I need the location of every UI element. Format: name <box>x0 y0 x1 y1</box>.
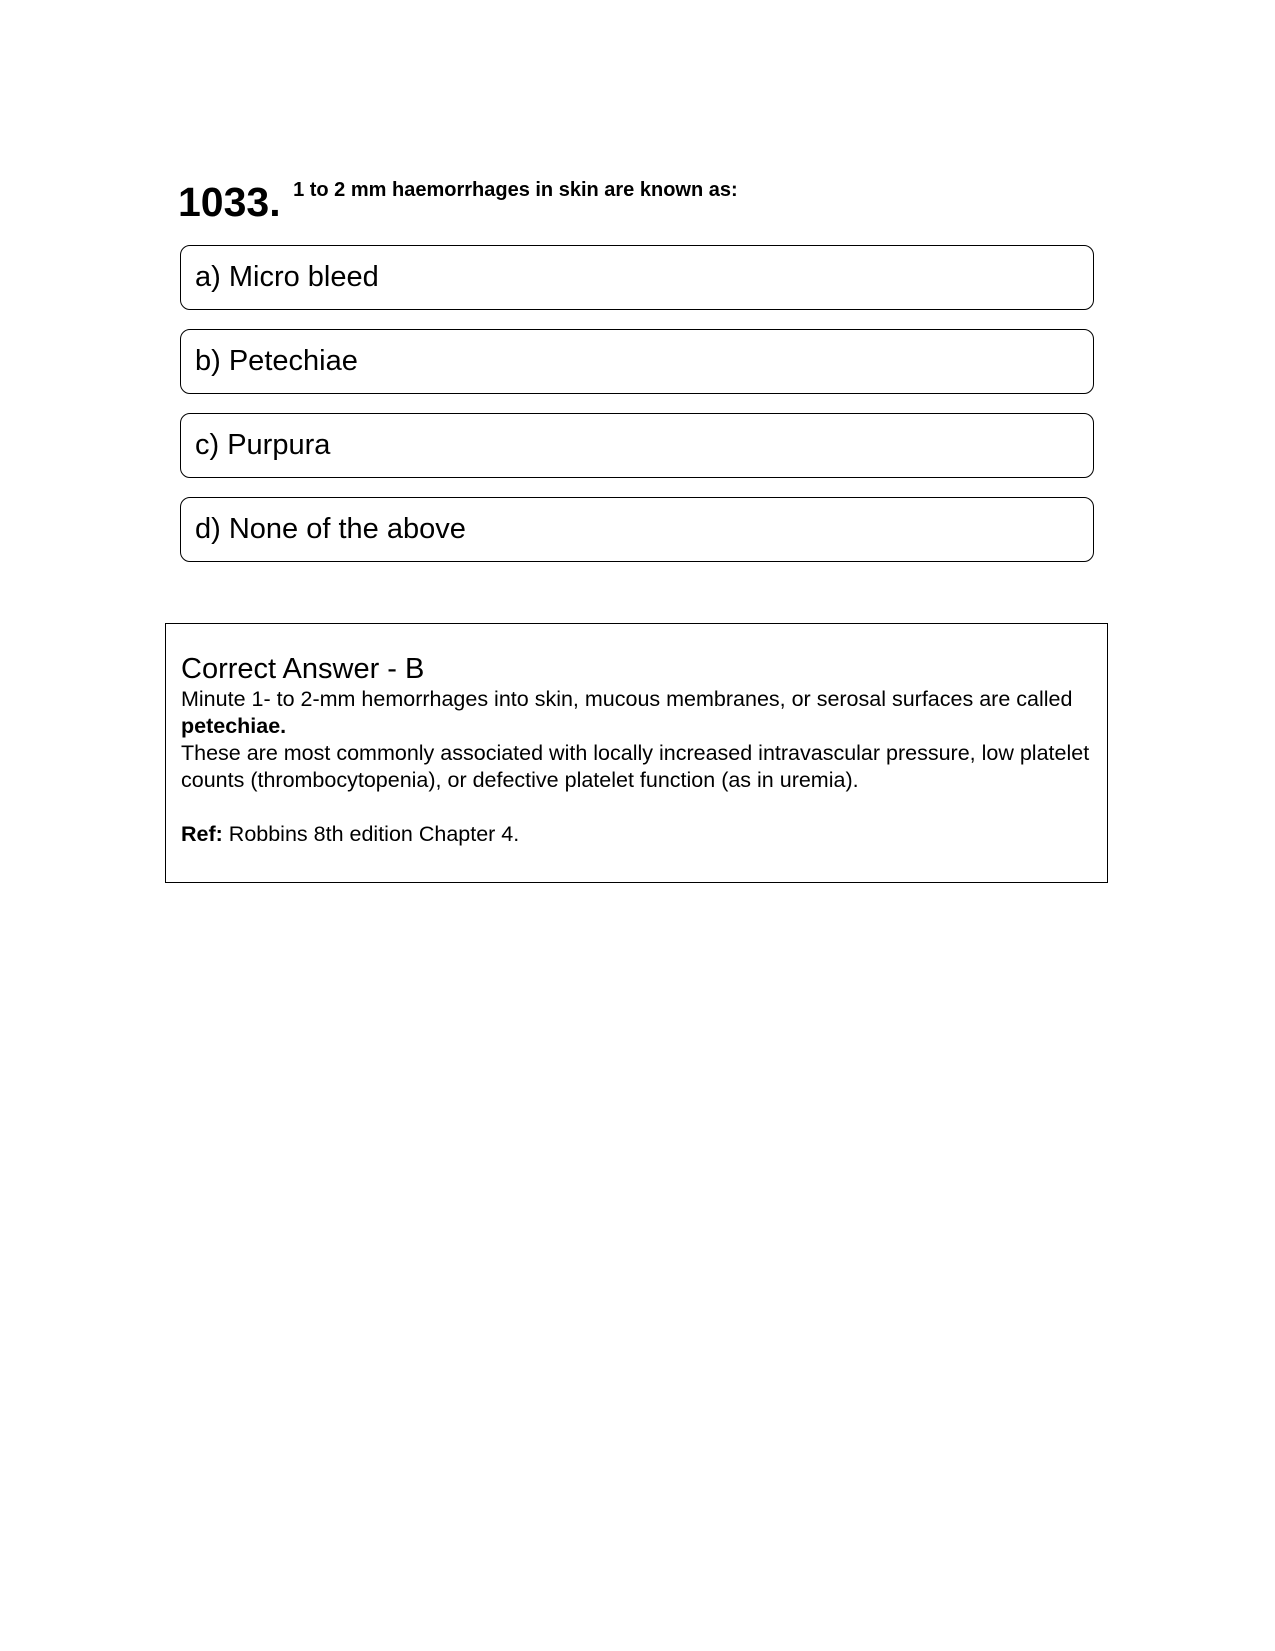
explanation-paragraph-1 <box>181 686 1092 740</box>
reference-text: Robbins 8th edition Chapter 4. <box>222 822 520 847</box>
question-number: 1033. <box>178 179 281 225</box>
answer-box <box>165 623 1108 883</box>
question-text: 1 to 2 mm haemorrhages in skin are known as: <box>293 179 738 201</box>
explanation-keyword: petechiae. <box>181 714 287 739</box>
reference-line <box>181 821 1092 848</box>
answer-title: Correct Answer - B <box>181 653 425 685</box>
option-c[interactable]: c) Purpura <box>180 413 1094 478</box>
question-header <box>178 176 738 223</box>
option-b[interactable]: b) Petechiae <box>180 329 1094 394</box>
explanation-text-1: Minute 1- to 2-mm hemorrhages into skin, mucous membranes, or serosal surfaces are called <box>181 687 1073 712</box>
reference-label: Ref: <box>181 822 223 847</box>
explanation-paragraph-2: These are most commonly associated with locally increased intravascular pressure, low platelet counts (thrombocytopenia), or defective platelet function (as in uremia). <box>181 741 1090 793</box>
paragraph-spacer <box>181 794 1092 821</box>
option-d[interactable]: d) None of the above <box>180 497 1094 562</box>
option-a[interactable]: a) Micro bleed <box>180 245 1094 310</box>
answer-explanation <box>181 686 1092 848</box>
